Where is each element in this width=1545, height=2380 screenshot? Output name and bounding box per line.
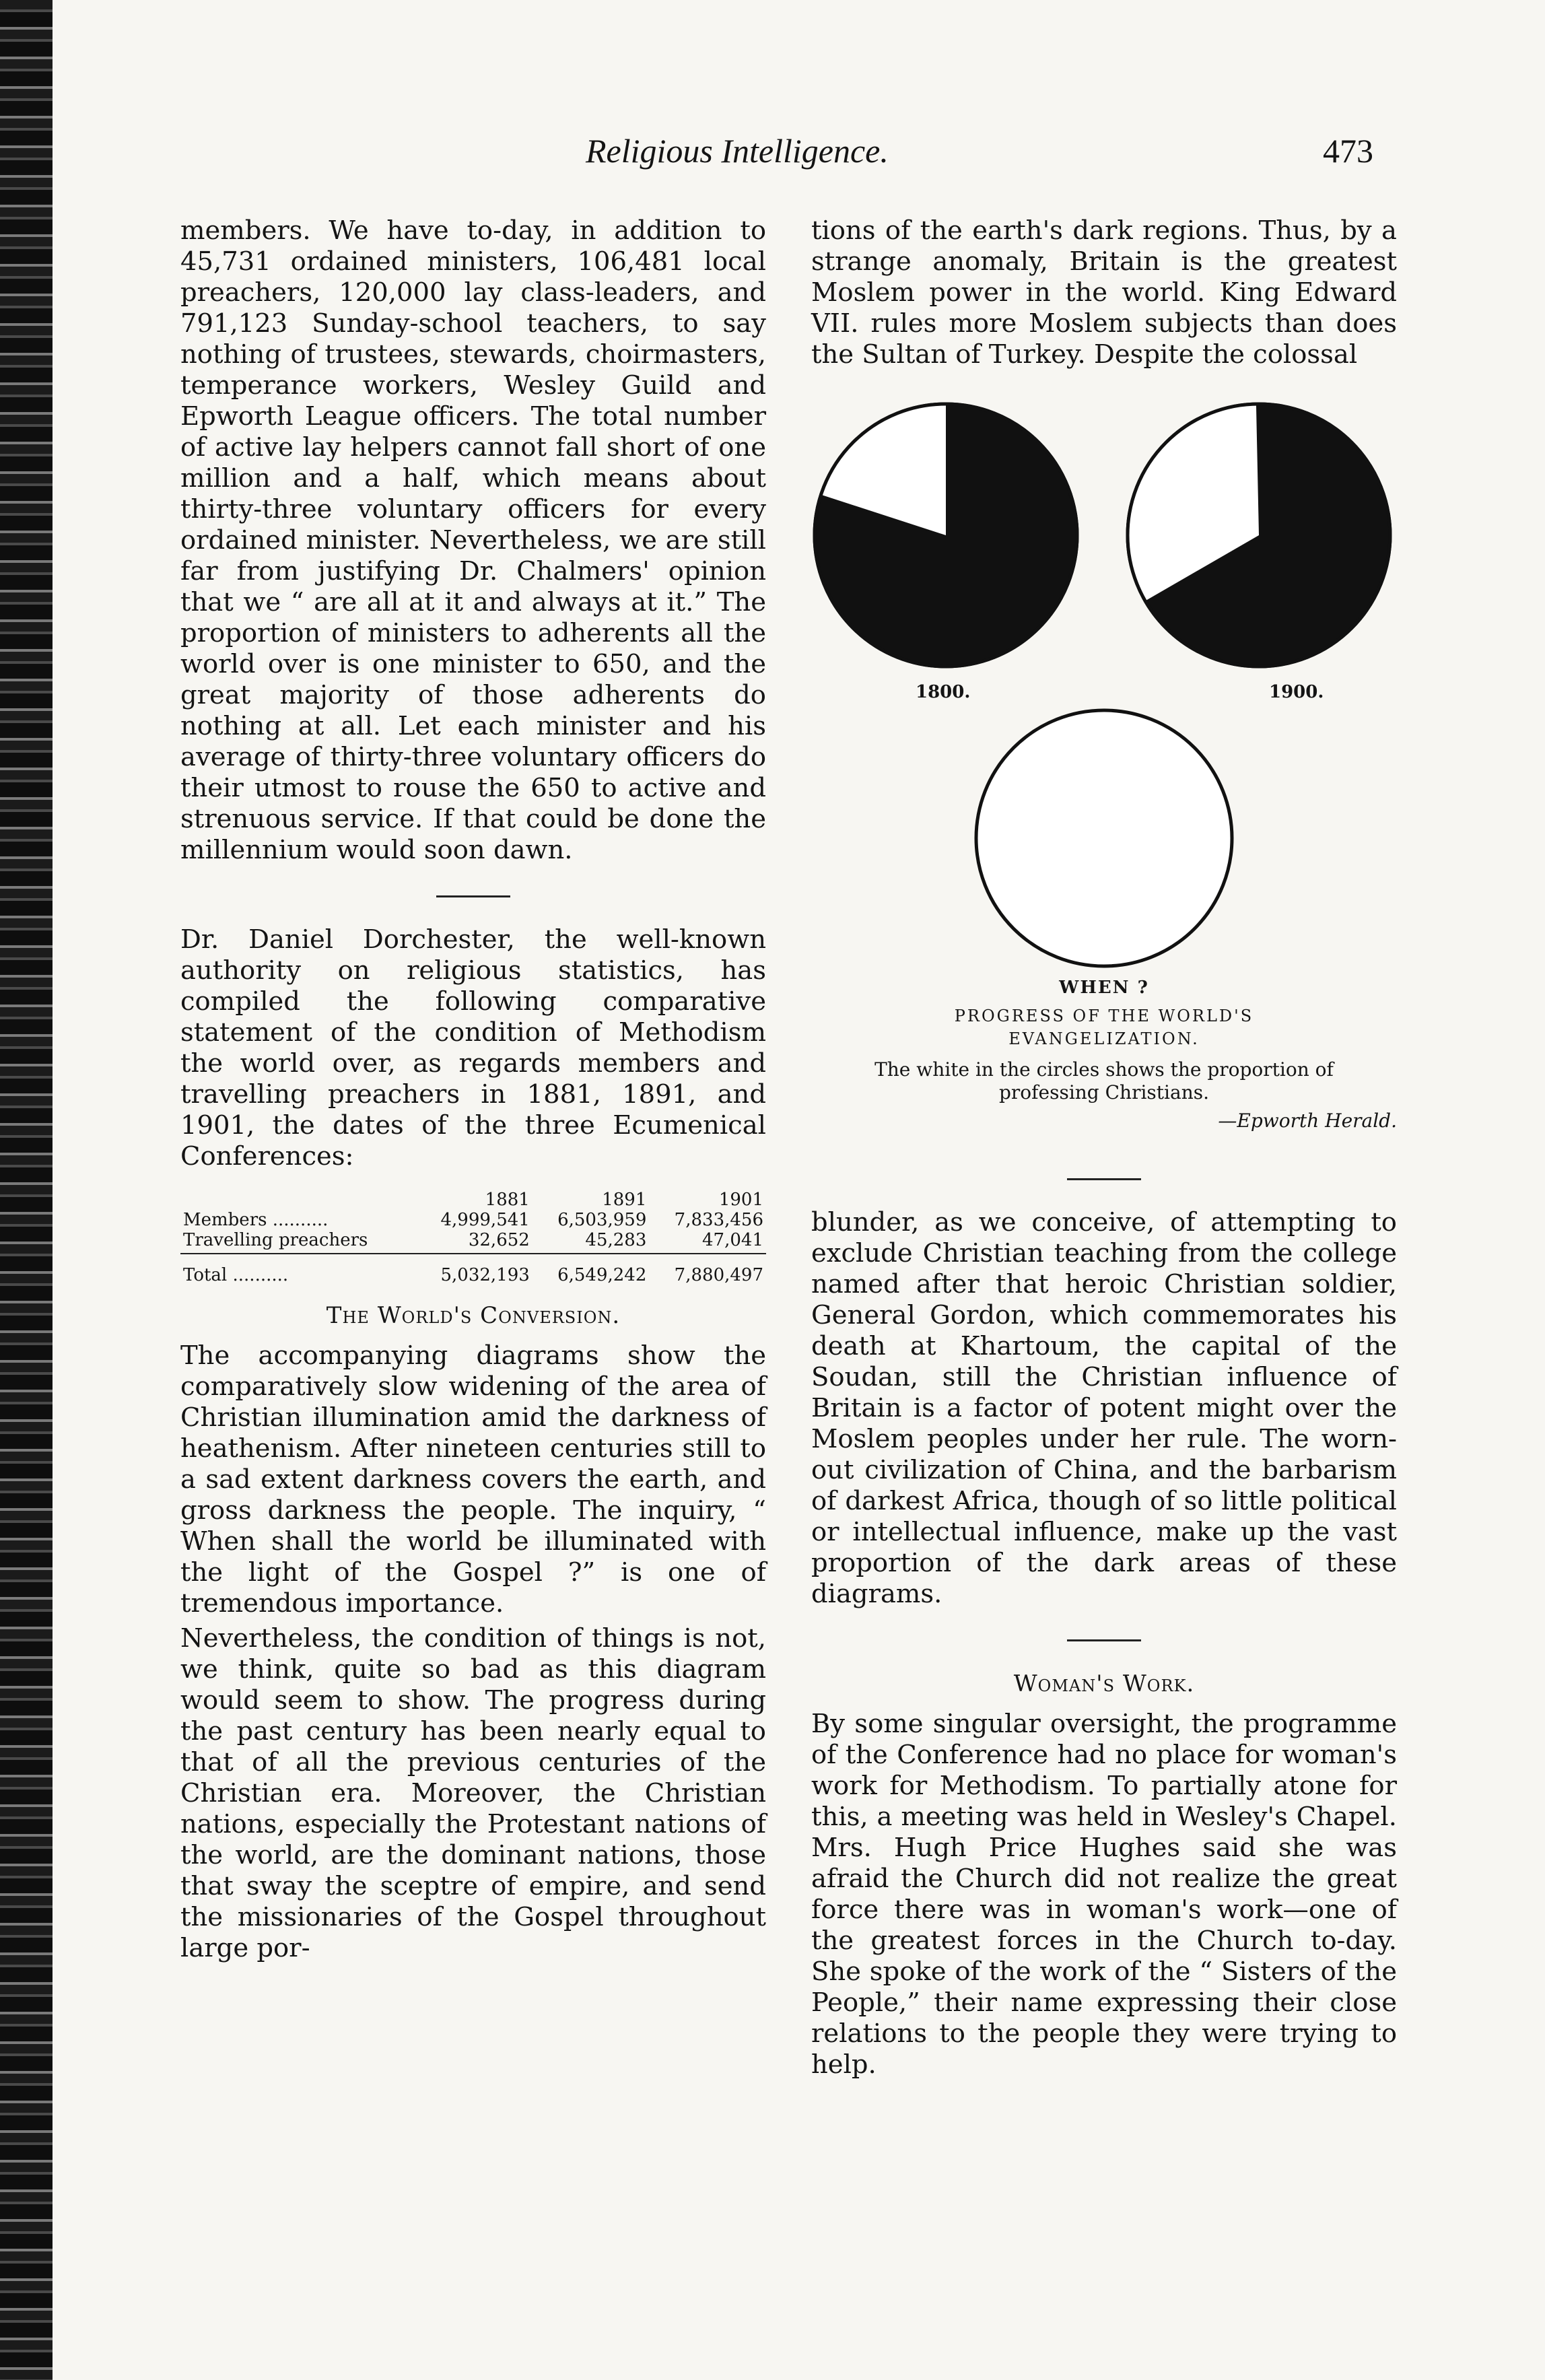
row-label: Travelling preachers xyxy=(180,1230,415,1254)
cell: 5,032,193 xyxy=(440,1265,530,1285)
paragraph: blunder, as we conceive, of attempting to exclude Christian teaching from the college named after that heroic Christian soldier, General Gordon, which commemorates his death at Khartoum, the capital of the Soudan, still the Christian influence of Britain is a factor of potent might over the Moslem peoples under her rule. The worn-out civilization of China, and the barbarism of darkest Africa, though of so little political or intellectual influence, make up the vast proportion of the dark areas of these diagrams. xyxy=(811,1207,1397,1609)
paragraph: members. We have to-day, in addition to 45,731 ordained ministers, 106,481 local preachers, 120,000 lay class-leaders, and 791,123 Sunday-school teachers, to say nothing of trustees, stewards, choirmasters, temperance workers, Wesley Guild and Epworth League officers. The total number of active lay helpers cannot fall short of one million and a half, which means about thirty-three voluntary officers for every ordained minister. Nevertheless, we are still far from justifying Dr. Chalmers' opinion that we “ are all at it and always at it.” The proportion of ministers to adherents all the world over is one minister to 650, and the great majority of those adherents do nothing at all. Let each minister and his average of thirty-three voluntary officers do their utmost to rouse the 650 to active and strenuous service. If that could be done the millennium would soon dawn. xyxy=(180,215,766,865)
circle-label-1800: 1800. xyxy=(916,682,971,702)
table-total-row xyxy=(180,1254,766,1285)
row-label: Members .......... xyxy=(183,1210,329,1230)
scan-edge xyxy=(0,0,53,2380)
circle-1800 xyxy=(815,404,1077,667)
section-divider xyxy=(1067,1178,1141,1180)
paragraph: Dr. Daniel Dorchester, the well-known authority on religious statistics, has compiled the following comparative statement of the condition of Methodism the world over, as regards members and travelling preachers in 1881, 1891, and 1901, the dates of the three Ecumenical Conferences: xyxy=(180,924,766,1171)
section-heading: Woman's Work. xyxy=(1013,1670,1195,1697)
cell: 7,880,497 xyxy=(674,1265,763,1285)
circle-disc xyxy=(976,710,1232,966)
cell: 7,833,456 xyxy=(674,1210,763,1230)
cell: 32,652 xyxy=(415,1230,533,1254)
cell: 47,041 xyxy=(649,1230,766,1254)
circle-label-1900: 1900. xyxy=(1269,682,1324,702)
caption-text: The white in the circles shows the proportion of professing Christians. xyxy=(874,1058,1334,1103)
cell: 4,999,541 xyxy=(440,1210,530,1230)
cell: 6,549,242 xyxy=(557,1265,647,1285)
table-header: 1881 xyxy=(485,1190,530,1210)
diagram-svg xyxy=(811,377,1397,1171)
caption-title: PROGRESS OF THE WORLD'S EVANGELIZATION. xyxy=(954,1007,1254,1048)
section-divider xyxy=(1067,1639,1141,1641)
methodism-statistics-table xyxy=(180,1190,766,1285)
page-number: 473 xyxy=(1323,132,1373,170)
section-divider xyxy=(436,895,510,897)
circle-when xyxy=(976,710,1232,966)
table-row xyxy=(180,1210,766,1230)
cell: 6,503,959 xyxy=(557,1210,647,1230)
table-row xyxy=(180,1230,766,1254)
section-heading: The World's Conversion. xyxy=(326,1302,621,1329)
paragraph: Nevertheless, the condition of things is not, we think, quite so bad as this diagram would seem to show. The progress during the past century has been nearly equal to that of all the previous centuries of the Christian era. Moreover, the Christian nations, especially the Protestant nations of the world, are the dominant nations, those that sway the sceptre of empire, and send the missionaries of the Gospel throughout large por- xyxy=(180,1623,766,1963)
paragraph: By some singular oversight, the programme of the Conference had no place for woman's work for Methodism. To partially atone for this, a meeting was held in Wesley's Chapel. Mrs. Hugh Price Hughes said she was afraid the Church did not realize the great force there was in woman's work—one of the greatest forces in the Church to-day. She spoke of the work of the “ Sisters of the People,” their name expressing their close relations to the people they were trying to help. xyxy=(811,1709,1397,2080)
table-header: 1901 xyxy=(718,1190,763,1210)
right-column xyxy=(811,215,1397,2084)
paragraph: tions of the earth's dark regions. Thus, by a strange anomaly, Britain is the greatest Moslem power in the world. King Edward VII. rules more Moslem subjects than does the Sultan of Turkey. Despite the colossal xyxy=(811,215,1397,370)
paragraph: The accompanying diagrams show the comparatively slow widening of the area of Christian illumination amid the darkness of heathenism. After nineteen centuries still to a sad extent darkness covers the earth, and gross darkness the people. The inquiry, “ When shall the world be illuminated with the light of the Gospel ?” is one of tremendous importance. xyxy=(180,1340,766,1619)
caption-when: WHEN ? xyxy=(1059,978,1149,998)
cell: 45,283 xyxy=(533,1230,650,1254)
left-column xyxy=(180,215,766,1968)
table-header-row xyxy=(180,1190,766,1210)
caption-source: —Epworth Herald. xyxy=(1218,1110,1397,1132)
circle-1900 xyxy=(1128,404,1390,667)
evangelization-diagram xyxy=(811,377,1397,1171)
row-label: Total .......... xyxy=(183,1265,289,1285)
running-header: Religious Intelligence. xyxy=(586,132,889,170)
table-header: 1891 xyxy=(602,1190,647,1210)
